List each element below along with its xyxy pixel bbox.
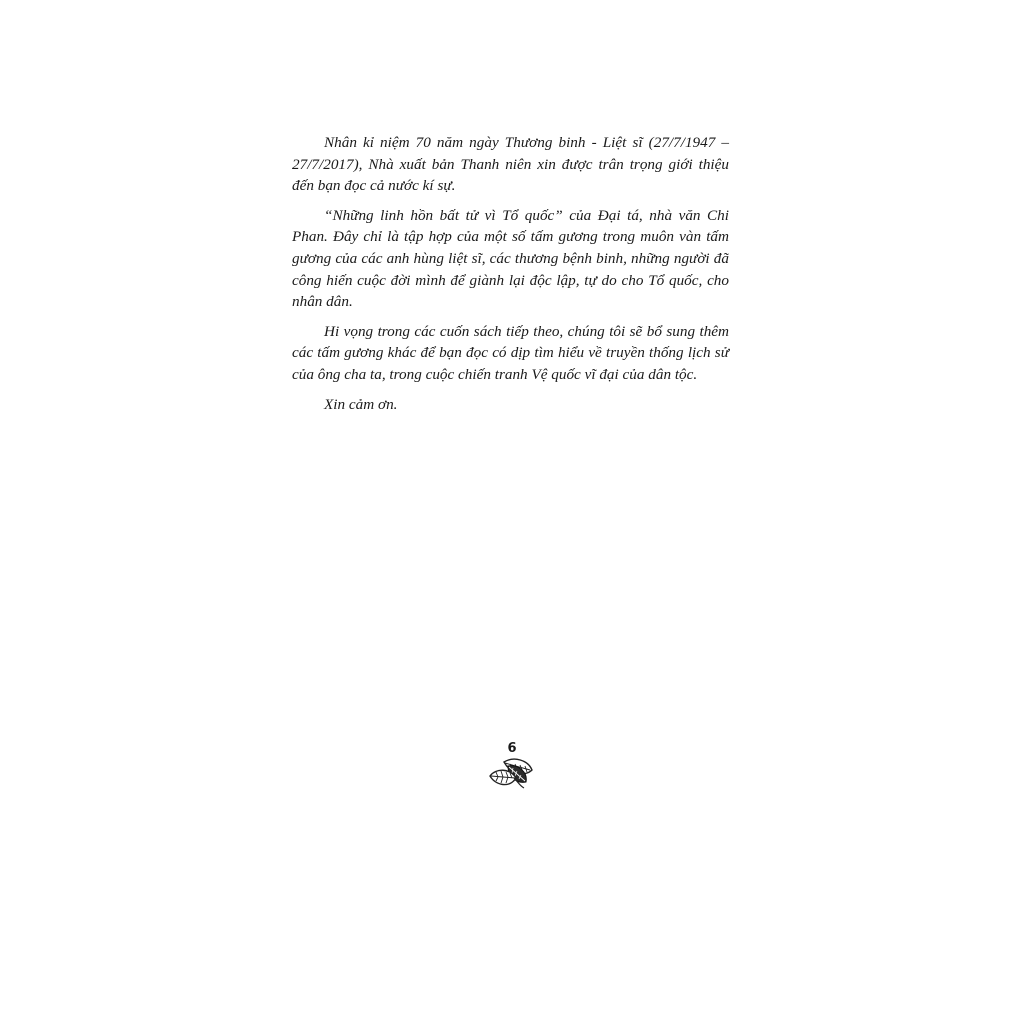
body-text bbox=[292, 132, 729, 423]
page-number: 6 bbox=[507, 741, 517, 756]
paragraph-book-title: “Những linh hồn bất tử vì Tổ quốc” của Đại tá, nhà văn Chi Phan. Đây chỉ là tập hợp của một số tấm gương trong muôn vàn tấm gương của các anh hùng liệt sĩ, các thương bệnh binh, những người đã công hiến cuộc đời mình để giành lại độc lập, tự do cho Tổ quốc, cho nhân dân. bbox=[292, 206, 729, 311]
paragraph-hope: Hi vọng trong các cuốn sách tiếp theo, chúng tôi sẽ bổ sung thêm các tấm gương khác để bạn đọc có dịp tìm hiểu về truyền thống lịch sử của ông cha ta, trong cuộc chiến tranh Vệ quốc vĩ đại của dân tộc. bbox=[292, 322, 729, 383]
leaf-ornament-icon bbox=[488, 756, 534, 790]
paragraph-intro: Nhân kỉ niệm 70 năm ngày Thương binh - Liệt sĩ (27/7/1947 – 27/7/2017), Nhà xuất bản Thanh niên xin được trân trọng giới thiệu đến bạn đọc cả nước kí sự. bbox=[292, 134, 729, 195]
paragraph-thanks: Xin cảm ơn. bbox=[324, 395, 398, 413]
